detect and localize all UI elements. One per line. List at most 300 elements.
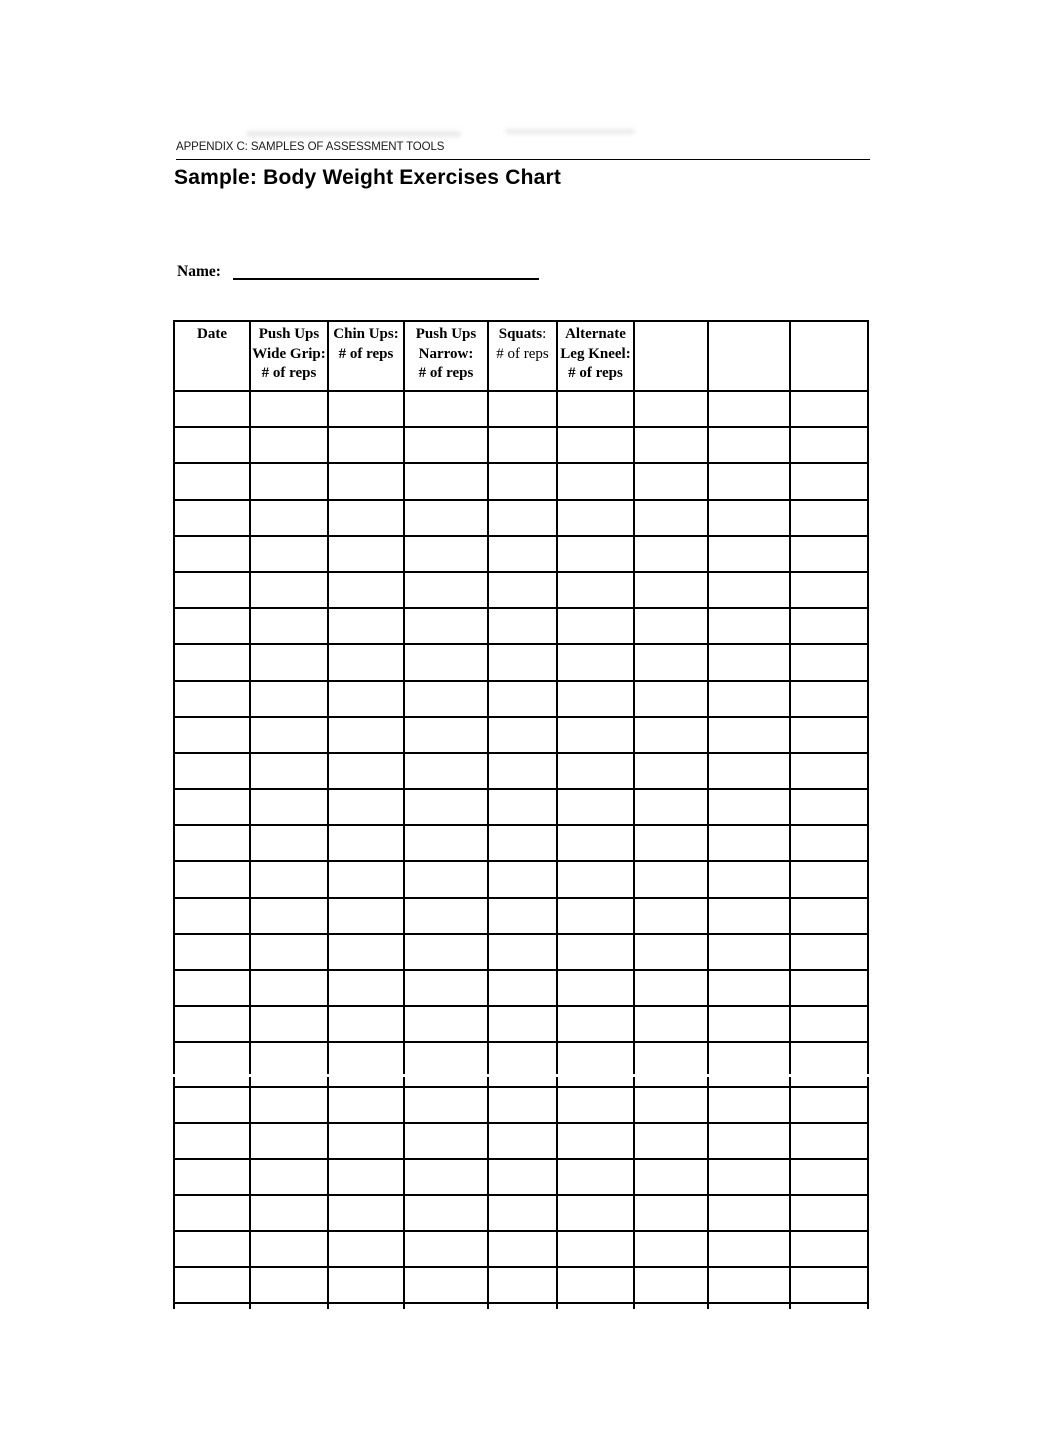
empty-cell bbox=[558, 899, 635, 935]
empty-cell bbox=[329, 1088, 405, 1124]
empty-cell bbox=[709, 971, 791, 1007]
cutoff-cell bbox=[405, 1043, 489, 1074]
header-text: Squats bbox=[498, 326, 543, 342]
empty-cell bbox=[791, 645, 869, 681]
empty-cell bbox=[175, 609, 251, 645]
empty-cell bbox=[635, 935, 709, 971]
empty-cell bbox=[558, 573, 635, 609]
table-row bbox=[175, 428, 869, 464]
empty-cell bbox=[405, 1007, 489, 1043]
exercise-table bbox=[173, 320, 869, 1074]
empty-cell bbox=[635, 862, 709, 898]
header-cell-alternate-leg-kneel bbox=[558, 322, 635, 392]
empty-cell bbox=[635, 790, 709, 826]
empty-cell bbox=[329, 428, 405, 464]
header-cell-chin-ups bbox=[329, 322, 405, 392]
empty-cell bbox=[251, 1007, 329, 1043]
empty-cell bbox=[489, 899, 558, 935]
empty-cell bbox=[175, 899, 251, 935]
empty-cell bbox=[175, 501, 251, 537]
empty-cell bbox=[791, 935, 869, 971]
empty-cell bbox=[635, 501, 709, 537]
empty-cell bbox=[558, 1196, 635, 1232]
empty-cell bbox=[405, 862, 489, 898]
empty-cell bbox=[251, 754, 329, 790]
empty-cell bbox=[251, 392, 329, 428]
empty-cell bbox=[558, 1160, 635, 1196]
empty-cell bbox=[558, 1268, 635, 1304]
empty-cell bbox=[489, 682, 558, 718]
empty-cell bbox=[175, 1268, 251, 1304]
empty-cell bbox=[489, 609, 558, 645]
empty-cell bbox=[405, 718, 489, 754]
cutoff-cell bbox=[635, 1043, 709, 1074]
cutoff-cell bbox=[405, 1304, 489, 1309]
empty-cell bbox=[709, 573, 791, 609]
empty-cell bbox=[175, 754, 251, 790]
cutoff-cell bbox=[489, 1043, 558, 1074]
empty-cell bbox=[251, 573, 329, 609]
cutoff-cell bbox=[635, 1304, 709, 1309]
cutoff-cell bbox=[329, 1304, 405, 1309]
empty-cell bbox=[175, 1160, 251, 1196]
empty-cell bbox=[791, 1124, 869, 1160]
table-row bbox=[175, 501, 869, 537]
stub-cell bbox=[489, 1077, 558, 1086]
header-line bbox=[251, 364, 327, 384]
table-row bbox=[175, 1088, 869, 1124]
header-cell-empty-3 bbox=[791, 322, 869, 392]
empty-cell bbox=[405, 935, 489, 971]
empty-cell bbox=[329, 1196, 405, 1232]
empty-cell bbox=[791, 899, 869, 935]
table-row bbox=[175, 682, 869, 718]
scan-artifact bbox=[246, 131, 461, 137]
stub-cell bbox=[635, 1077, 709, 1086]
empty-cell bbox=[709, 1232, 791, 1268]
empty-cell bbox=[489, 392, 558, 428]
empty-cell bbox=[489, 464, 558, 500]
empty-cell bbox=[709, 862, 791, 898]
empty-cell bbox=[251, 1196, 329, 1232]
empty-cell bbox=[558, 754, 635, 790]
empty-cell bbox=[791, 826, 869, 862]
empty-cell bbox=[791, 464, 869, 500]
empty-cell bbox=[635, 682, 709, 718]
empty-cell bbox=[251, 935, 329, 971]
empty-cell bbox=[709, 501, 791, 537]
table-row bbox=[175, 826, 869, 862]
empty-cell bbox=[709, 392, 791, 428]
empty-cell bbox=[329, 899, 405, 935]
empty-cell bbox=[635, 1268, 709, 1304]
empty-cell bbox=[405, 1088, 489, 1124]
empty-cell bbox=[489, 1124, 558, 1160]
empty-cell bbox=[329, 935, 405, 971]
stub-cell bbox=[709, 1077, 791, 1086]
exercise-table-continued bbox=[173, 1086, 869, 1309]
empty-cell bbox=[329, 971, 405, 1007]
empty-cell bbox=[635, 718, 709, 754]
header-line bbox=[175, 325, 249, 345]
empty-cell bbox=[791, 718, 869, 754]
empty-cell bbox=[791, 1088, 869, 1124]
header-text: # of reps bbox=[568, 365, 623, 381]
empty-cell bbox=[635, 1088, 709, 1124]
header-cell-squats bbox=[489, 322, 558, 392]
empty-cell bbox=[329, 826, 405, 862]
empty-cell bbox=[791, 573, 869, 609]
cutoff-cell bbox=[175, 1043, 251, 1074]
header-line bbox=[329, 325, 403, 345]
empty-cell bbox=[251, 826, 329, 862]
table-row bbox=[175, 645, 869, 681]
header-text: # of reps bbox=[338, 345, 394, 362]
table-row bbox=[175, 392, 869, 428]
empty-cell bbox=[175, 718, 251, 754]
appendix-header: APPENDIX C: SAMPLES OF ASSESSMENT TOOLS bbox=[176, 141, 445, 153]
header-text: : bbox=[542, 326, 547, 342]
table-row bbox=[175, 537, 869, 573]
empty-cell bbox=[709, 428, 791, 464]
empty-cell bbox=[405, 645, 489, 681]
cutoff-cell bbox=[709, 1043, 791, 1074]
cutoff-cell bbox=[558, 1304, 635, 1309]
empty-cell bbox=[329, 645, 405, 681]
empty-cell bbox=[329, 682, 405, 718]
empty-cell bbox=[709, 645, 791, 681]
empty-cell bbox=[558, 501, 635, 537]
empty-cell bbox=[558, 645, 635, 681]
empty-cell bbox=[709, 790, 791, 826]
empty-cell bbox=[329, 537, 405, 573]
empty-cell bbox=[791, 1196, 869, 1232]
empty-cell bbox=[558, 609, 635, 645]
cutoff-cell bbox=[558, 1043, 635, 1074]
empty-cell bbox=[791, 862, 869, 898]
empty-cell bbox=[175, 1232, 251, 1268]
table-page-break-stub bbox=[173, 1077, 869, 1086]
empty-cell bbox=[489, 1268, 558, 1304]
empty-cell bbox=[251, 1124, 329, 1160]
empty-cell bbox=[791, 609, 869, 645]
header-rule bbox=[176, 159, 870, 160]
empty-cell bbox=[791, 537, 869, 573]
empty-cell bbox=[175, 935, 251, 971]
empty-cell bbox=[251, 537, 329, 573]
table-row bbox=[175, 754, 869, 790]
header-line bbox=[329, 345, 403, 365]
empty-cell bbox=[251, 428, 329, 464]
empty-cell bbox=[329, 862, 405, 898]
empty-cell bbox=[175, 537, 251, 573]
table-row bbox=[175, 1232, 869, 1268]
header-text: Push Ups bbox=[415, 326, 477, 342]
empty-cell bbox=[175, 826, 251, 862]
empty-cell bbox=[635, 392, 709, 428]
cutoff-cell bbox=[709, 1304, 791, 1309]
empty-cell bbox=[489, 1196, 558, 1232]
header-line bbox=[558, 325, 633, 345]
empty-cell bbox=[175, 1007, 251, 1043]
empty-cell bbox=[635, 609, 709, 645]
empty-cell bbox=[709, 718, 791, 754]
header-line bbox=[489, 345, 556, 365]
empty-cell bbox=[489, 826, 558, 862]
empty-cell bbox=[251, 682, 329, 718]
empty-cell bbox=[405, 682, 489, 718]
empty-cell bbox=[709, 1160, 791, 1196]
empty-cell bbox=[558, 790, 635, 826]
table-row bbox=[175, 1124, 869, 1160]
table-row bbox=[175, 899, 869, 935]
empty-cell bbox=[251, 609, 329, 645]
header-text: Leg Kneel: bbox=[560, 345, 631, 362]
empty-cell bbox=[405, 1232, 489, 1268]
empty-cell bbox=[709, 754, 791, 790]
stub-cell bbox=[791, 1077, 869, 1086]
header-text: Date bbox=[197, 326, 227, 342]
empty-cell bbox=[405, 392, 489, 428]
empty-cell bbox=[489, 935, 558, 971]
empty-cell bbox=[329, 609, 405, 645]
empty-cell bbox=[709, 899, 791, 935]
empty-cell bbox=[791, 790, 869, 826]
empty-cell bbox=[251, 501, 329, 537]
empty-cell bbox=[175, 573, 251, 609]
empty-cell bbox=[635, 899, 709, 935]
empty-cell bbox=[709, 1007, 791, 1043]
empty-cell bbox=[405, 971, 489, 1007]
empty-cell bbox=[175, 1124, 251, 1160]
empty-cell bbox=[329, 1268, 405, 1304]
name-label: Name: bbox=[177, 263, 221, 280]
empty-cell bbox=[329, 573, 405, 609]
stub-cell bbox=[175, 1077, 251, 1086]
empty-cell bbox=[489, 1232, 558, 1268]
empty-cell bbox=[489, 971, 558, 1007]
cutoff-cell bbox=[329, 1043, 405, 1074]
empty-cell bbox=[791, 1007, 869, 1043]
empty-cell bbox=[791, 754, 869, 790]
header-text: Alternate bbox=[565, 326, 626, 342]
header-text: # of reps bbox=[418, 365, 474, 381]
empty-cell bbox=[635, 1007, 709, 1043]
header-line bbox=[405, 325, 487, 345]
empty-cell bbox=[558, 826, 635, 862]
empty-cell bbox=[558, 1124, 635, 1160]
table-row bbox=[175, 790, 869, 826]
header-text: Chin Ups: bbox=[333, 326, 399, 342]
header-cell-push-ups-wide-grip bbox=[251, 322, 329, 392]
cutoff-cell bbox=[791, 1304, 869, 1309]
empty-cell bbox=[175, 392, 251, 428]
empty-cell bbox=[405, 1268, 489, 1304]
header-cell-empty-2 bbox=[709, 322, 791, 392]
cutoff-cell bbox=[175, 1304, 251, 1309]
empty-cell bbox=[251, 862, 329, 898]
empty-cell bbox=[175, 682, 251, 718]
table-row bbox=[175, 1160, 869, 1196]
header-line bbox=[405, 364, 487, 384]
header-text: Narrow: bbox=[418, 345, 474, 362]
empty-cell bbox=[251, 899, 329, 935]
empty-cell bbox=[489, 501, 558, 537]
empty-cell bbox=[329, 754, 405, 790]
empty-cell bbox=[251, 645, 329, 681]
stub-cell bbox=[329, 1077, 405, 1086]
empty-cell bbox=[329, 501, 405, 537]
empty-cell bbox=[405, 464, 489, 500]
empty-cell bbox=[329, 718, 405, 754]
empty-cell bbox=[405, 1160, 489, 1196]
empty-cell bbox=[175, 862, 251, 898]
header-cell-empty-1 bbox=[635, 322, 709, 392]
empty-cell bbox=[489, 1007, 558, 1043]
empty-cell bbox=[635, 428, 709, 464]
empty-cell bbox=[251, 1088, 329, 1124]
empty-cell bbox=[709, 1268, 791, 1304]
empty-cell bbox=[489, 1160, 558, 1196]
empty-cell bbox=[558, 464, 635, 500]
empty-cell bbox=[251, 1232, 329, 1268]
header-line bbox=[558, 364, 633, 384]
empty-cell bbox=[635, 1196, 709, 1232]
empty-cell bbox=[489, 573, 558, 609]
page-title: Sample: Body Weight Exercises Chart bbox=[174, 166, 562, 189]
empty-cell bbox=[251, 971, 329, 1007]
empty-cell bbox=[175, 790, 251, 826]
empty-cell bbox=[709, 826, 791, 862]
table-row bbox=[175, 718, 869, 754]
empty-cell bbox=[251, 790, 329, 826]
empty-cell bbox=[635, 537, 709, 573]
empty-cell bbox=[329, 1007, 405, 1043]
empty-cell bbox=[709, 935, 791, 971]
empty-cell bbox=[709, 1124, 791, 1160]
empty-cell bbox=[405, 609, 489, 645]
empty-cell bbox=[489, 754, 558, 790]
table-row bbox=[175, 1196, 869, 1232]
empty-cell bbox=[635, 464, 709, 500]
empty-cell bbox=[175, 971, 251, 1007]
table-row bbox=[175, 1007, 869, 1043]
empty-cell bbox=[635, 971, 709, 1007]
table-row bbox=[175, 971, 869, 1007]
empty-cell bbox=[558, 1232, 635, 1268]
table-row bbox=[175, 1043, 869, 1074]
empty-cell bbox=[558, 1088, 635, 1124]
empty-cell bbox=[405, 501, 489, 537]
empty-cell bbox=[405, 790, 489, 826]
table-row bbox=[175, 322, 869, 392]
empty-cell bbox=[489, 645, 558, 681]
header-cell-push-ups-narrow bbox=[405, 322, 489, 392]
header-text: # of reps bbox=[496, 345, 549, 362]
header-cell-date bbox=[175, 322, 251, 392]
stub-cell bbox=[251, 1077, 329, 1086]
empty-cell bbox=[709, 464, 791, 500]
empty-cell bbox=[791, 1268, 869, 1304]
empty-cell bbox=[251, 1160, 329, 1196]
empty-cell bbox=[558, 862, 635, 898]
empty-cell bbox=[635, 573, 709, 609]
header-text: # of reps bbox=[261, 365, 317, 381]
empty-cell bbox=[635, 645, 709, 681]
empty-cell bbox=[635, 754, 709, 790]
empty-cell bbox=[791, 1160, 869, 1196]
empty-cell bbox=[709, 1196, 791, 1232]
header-line bbox=[405, 345, 487, 365]
empty-cell bbox=[405, 428, 489, 464]
empty-cell bbox=[791, 971, 869, 1007]
empty-cell bbox=[558, 971, 635, 1007]
empty-cell bbox=[251, 718, 329, 754]
cutoff-cell bbox=[251, 1043, 329, 1074]
empty-cell bbox=[558, 1007, 635, 1043]
table-row bbox=[175, 1304, 869, 1309]
stub-cell bbox=[558, 1077, 635, 1086]
empty-cell bbox=[329, 1124, 405, 1160]
empty-cell bbox=[405, 573, 489, 609]
empty-cell bbox=[405, 1124, 489, 1160]
header-line bbox=[251, 325, 327, 345]
table-row bbox=[175, 1077, 869, 1086]
empty-cell bbox=[175, 428, 251, 464]
empty-cell bbox=[489, 428, 558, 464]
header-text: Wide Grip: bbox=[252, 345, 326, 362]
empty-cell bbox=[709, 609, 791, 645]
header-text: Push Ups bbox=[258, 326, 320, 342]
empty-cell bbox=[558, 682, 635, 718]
empty-cell bbox=[635, 1160, 709, 1196]
empty-cell bbox=[489, 537, 558, 573]
table-row bbox=[175, 464, 869, 500]
empty-cell bbox=[489, 862, 558, 898]
empty-cell bbox=[791, 682, 869, 718]
cutoff-cell bbox=[251, 1304, 329, 1309]
table-row bbox=[175, 573, 869, 609]
empty-cell bbox=[635, 826, 709, 862]
empty-cell bbox=[175, 645, 251, 681]
empty-cell bbox=[251, 464, 329, 500]
empty-cell bbox=[329, 790, 405, 826]
empty-cell bbox=[709, 537, 791, 573]
empty-cell bbox=[489, 718, 558, 754]
empty-cell bbox=[635, 1232, 709, 1268]
table-row bbox=[175, 935, 869, 971]
empty-cell bbox=[405, 537, 489, 573]
table-row bbox=[175, 609, 869, 645]
table-row bbox=[175, 1268, 869, 1304]
empty-cell bbox=[709, 682, 791, 718]
scan-artifact bbox=[505, 129, 635, 134]
empty-cell bbox=[329, 1160, 405, 1196]
empty-cell bbox=[405, 754, 489, 790]
table-row bbox=[175, 862, 869, 898]
empty-cell bbox=[558, 392, 635, 428]
empty-cell bbox=[489, 1088, 558, 1124]
cutoff-cell bbox=[791, 1043, 869, 1074]
stub-cell bbox=[405, 1077, 489, 1086]
empty-cell bbox=[329, 392, 405, 428]
header-line bbox=[251, 345, 327, 365]
empty-cell bbox=[558, 935, 635, 971]
empty-cell bbox=[489, 790, 558, 826]
empty-cell bbox=[175, 1196, 251, 1232]
empty-cell bbox=[558, 537, 635, 573]
empty-cell bbox=[405, 1196, 489, 1232]
